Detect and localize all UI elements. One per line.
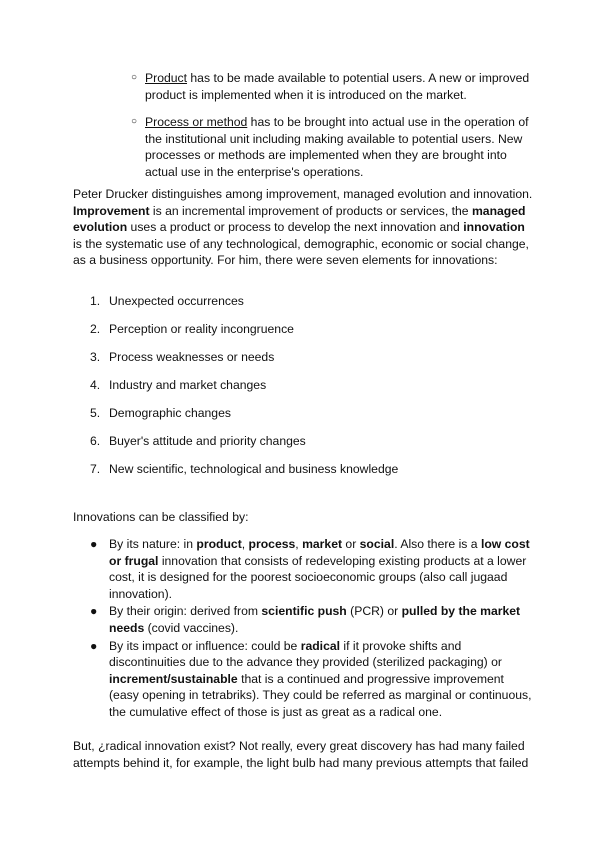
item-text: New scientific, technological and business knowledge — [109, 462, 399, 476]
keyword-managed-evolution: managed evolution — [73, 203, 526, 235]
text-run: , — [241, 537, 249, 551]
keyword-low-cost-frugal: low cost or frugal — [109, 537, 530, 568]
list-item — [131, 70, 531, 103]
item-text: Process weaknesses or needs — [109, 350, 275, 364]
list-number: 7. — [90, 462, 101, 476]
text-run: is the systematic use of any technological, demographic, economic or social change, as a business opportunity. For him, there were seven elements for innovations: — [73, 236, 529, 268]
list-item — [90, 349, 510, 377]
item-text: Industry and market changes — [109, 378, 267, 392]
list-item — [90, 461, 510, 489]
text-run: is an incremental improvement of products or services, the — [149, 203, 472, 218]
text-run: uses a product or process to develop the next innovation and — [127, 220, 464, 235]
list-item — [90, 638, 535, 721]
item-text: Perception or reality incongruence — [109, 322, 294, 336]
list-item — [90, 293, 510, 321]
text-run: if it provoke shifts and discontinuities due to the advance they provided (sterilized packaging) or — [109, 638, 502, 670]
text-run: By its nature: in — [109, 537, 197, 551]
list-number: 4. — [90, 378, 101, 392]
item-text: Buyer's attitude and priority changes — [109, 434, 306, 448]
text-run: innovation that consists of redeveloping existing products at a lower cost, it is designed for the poorest socioeconomic groups (also call jugaad innovation). — [109, 553, 527, 601]
keyword-process: process — [248, 537, 296, 551]
drucker-paragraph — [73, 186, 533, 269]
closing-paragraph: But, ¿radical innovation exist? Not really, every great discovery has had many failed attempts behind it, for example, the light bulb had many previous attempts that failed — [73, 739, 529, 770]
text-run: (covid vaccines). — [144, 620, 239, 635]
list-item — [90, 321, 510, 349]
bullet-icon: ● — [90, 537, 98, 551]
text-run: that is a continued and progressive improvement (easy opening in tetrabriks). They could be referred as marginal or continuous, the cumulative effect of those is just as great as a radical one. — [109, 671, 532, 719]
classification-list — [90, 536, 535, 722]
item-text: Unexpected occurrences — [109, 294, 244, 308]
list-item — [90, 377, 510, 405]
bullet-icon: ● — [90, 638, 98, 653]
list-item — [90, 433, 510, 461]
keyword-product: product — [196, 537, 242, 551]
list-item — [131, 114, 531, 180]
seven-elements-list — [90, 293, 510, 489]
list-number: 2. — [90, 322, 101, 336]
circle-bullet-icon: ○ — [131, 72, 138, 83]
keyword-radical: radical — [300, 638, 341, 653]
item-text: has to be made available to potential users. A new or improved product is implemented when it is introduced on the market. — [145, 71, 530, 102]
term-process-or-method: Process or method — [145, 115, 248, 130]
keyword-innovation: innovation — [463, 220, 525, 235]
implementation-list — [131, 70, 531, 192]
text-run: Peter Drucker distinguishes among improvement, managed evolution and innovation. — [73, 187, 533, 201]
classified-intro: Innovations can be classified by: — [73, 510, 249, 524]
list-item — [90, 603, 535, 636]
text-run: or — [342, 537, 360, 551]
text-run: By their origin: derived from — [109, 604, 262, 619]
item-text: Demographic changes — [109, 406, 231, 420]
keyword-increment-sustainable: increment/sustainable — [109, 671, 238, 686]
keyword-improvement: Improvement — [73, 203, 150, 218]
text-run: By its impact or influence: could be — [109, 638, 301, 653]
list-number: 6. — [90, 434, 101, 448]
list-item — [90, 405, 510, 433]
bullet-icon: ● — [90, 604, 98, 619]
keyword-social: social — [359, 537, 395, 551]
text-run: . Also there is a — [394, 537, 481, 551]
text-run: , — [295, 537, 303, 551]
list-number: 3. — [90, 350, 101, 364]
list-number: 1. — [90, 294, 101, 308]
keyword-market-pull: pulled by the market needs — [109, 604, 521, 635]
keyword-market: market — [302, 537, 343, 551]
term-product: Product — [145, 71, 188, 85]
list-item — [90, 536, 535, 602]
item-text: has to be brought into actual use in the operation of the institutional unit including making available to potential users. New processes or methods are implemented when they are brought into actual use in the enterprise's operations. — [145, 115, 529, 179]
keyword-scientific-push: scientific push — [261, 604, 347, 619]
circle-bullet-icon: ○ — [131, 116, 138, 128]
list-number: 5. — [90, 406, 101, 420]
text-run: (PCR) or — [346, 604, 402, 619]
